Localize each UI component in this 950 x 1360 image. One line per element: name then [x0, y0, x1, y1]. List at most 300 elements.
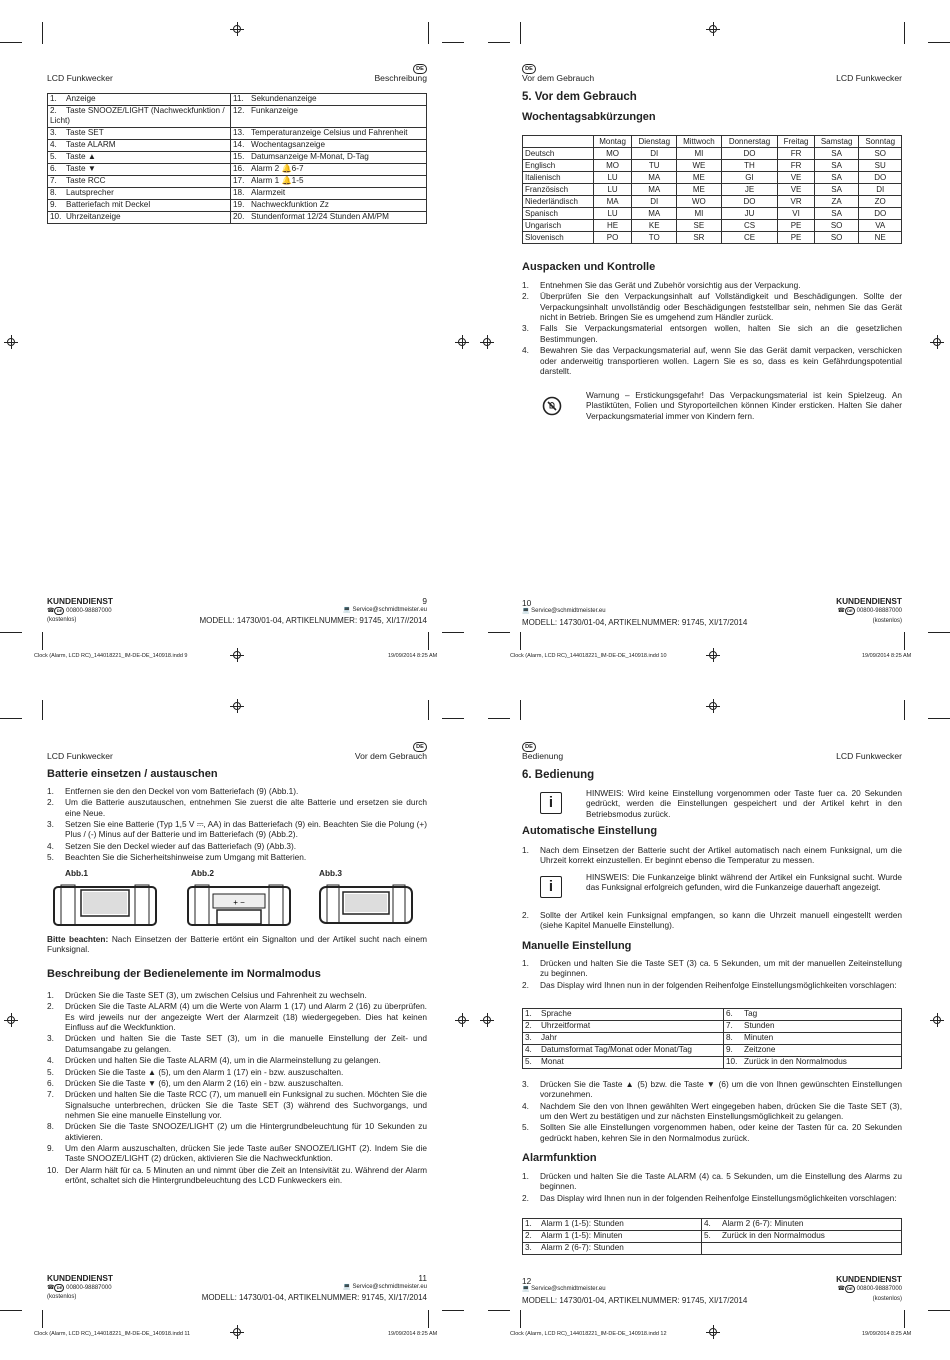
registration-mark	[232, 650, 242, 660]
table-cell: SA	[814, 148, 859, 160]
slug-date: 19/09/2014 8:25 AM	[862, 1331, 912, 1337]
list-number: 7.	[47, 1089, 54, 1100]
table-cell	[702, 1243, 902, 1255]
crop-line	[428, 22, 429, 44]
column-header: Dienstag	[632, 136, 677, 148]
table-cell	[231, 139, 427, 151]
table-cell: SA	[814, 184, 859, 196]
footer-free: (kostenlos)	[872, 618, 902, 624]
table-row	[48, 94, 427, 106]
list-item	[47, 1143, 427, 1164]
item-number: 11.	[233, 94, 244, 103]
figure-label: Abb.2	[191, 868, 215, 878]
list-text: Um die Batterie auszutauschen, entnehmen Sie zuerst die alte Batterie und ersetzen sie durch eine Neue.	[65, 797, 427, 818]
table-row	[523, 1057, 902, 1069]
table-cell	[702, 1231, 902, 1243]
crop-line	[0, 42, 22, 43]
footer-service: KUNDENDIENST	[47, 596, 113, 606]
controls-list	[47, 990, 427, 1186]
list-number: 4.	[47, 1055, 54, 1066]
table-row	[48, 106, 427, 128]
footer-model: MODELL: 14730/01-04, ARTIKELNUMMER: 91745, XI/17//2014	[199, 616, 427, 625]
item-number: 2.	[525, 1021, 532, 1030]
table-cell: GI	[721, 172, 778, 184]
list-text: Drücken und halten Sie die Taste RCC (7), um manuell ein Funksignal zu suchen. Möchten Sie die Signalsuche unterbrechen, drücken Sie die Taste SET (3) während des Suchvorgangs, und nehmen Sie eine manuelle Einstellung vor.	[65, 1089, 427, 1120]
table-cell: MO	[593, 148, 632, 160]
list-item	[522, 291, 902, 322]
list-item	[47, 1067, 427, 1077]
table-row	[523, 184, 902, 196]
list-number: 10.	[47, 1164, 59, 1175]
header-title: LCD Funkwecker	[836, 751, 902, 761]
footer-model: MODELL: 14730/01-04, ARTIKELNUMMER: 91745, XI/17/2014	[522, 618, 748, 627]
table-cell: MA	[632, 184, 677, 196]
table-cell	[523, 1219, 702, 1231]
item-number: 1.	[525, 1219, 532, 1228]
registration-mark	[6, 1015, 16, 1025]
table-cell: DO	[721, 148, 778, 160]
battery-figure-3	[319, 884, 413, 924]
table-cell	[231, 106, 427, 128]
crop-line	[0, 718, 22, 719]
crop-line	[442, 1310, 464, 1311]
crop-line	[42, 1310, 43, 1328]
list-item	[522, 958, 902, 979]
table-cell: LU	[593, 184, 632, 196]
table-cell: SO	[814, 220, 859, 232]
page-number: 9	[422, 596, 427, 606]
item-label: Taste RCC	[66, 175, 106, 185]
crop-line	[904, 1310, 905, 1328]
item-number: 8.	[50, 187, 57, 197]
list-number: 6.	[47, 1077, 54, 1088]
registration-mark	[232, 24, 242, 34]
section-title: Batterie einsetzen / austauschen	[47, 768, 218, 780]
slug-file: Clock (Alarm, LCD RC)_144018221_IM-DE-DE_140918.indd 11	[34, 1331, 191, 1337]
footer-model: MODELL: 14730/01-04, ARTIKELNUMMER: 91745, XI/17/2014	[522, 1296, 748, 1305]
language-badge: DE	[413, 742, 427, 752]
item-number: 4.	[50, 139, 57, 149]
header-section: Bedienung	[522, 751, 564, 761]
item-number: 18.	[233, 187, 245, 197]
registration-mark	[482, 1015, 492, 1025]
computer-icon: 💻	[522, 608, 530, 614]
column-header	[523, 136, 594, 148]
registration-mark	[6, 337, 16, 347]
item-label: Anzeige	[66, 94, 96, 103]
table-cell: ME	[677, 172, 722, 184]
table-cell	[523, 1243, 702, 1255]
table-row	[523, 220, 902, 232]
list-text: Drücken und halten Sie die Taste SET (3), um in die manuelle Einstellung der Zeit- und Datumsangabe zu gelangen.	[65, 1033, 427, 1054]
item-label: Alarm 2 🔔6-7	[251, 163, 304, 173]
item-label: Batteriefach mit Deckel	[66, 199, 151, 209]
table-header-row	[523, 136, 902, 148]
table-row	[523, 1021, 902, 1033]
list-number: 2.	[47, 1001, 54, 1012]
table-cell: MO	[593, 160, 632, 172]
list-item	[47, 841, 427, 851]
item-number: 13.	[233, 127, 245, 137]
table-cell: Französisch	[523, 184, 594, 196]
table-cell: SR	[677, 232, 722, 244]
language-badge: DE	[413, 64, 427, 74]
item-number: 3.	[50, 127, 57, 137]
list-text: Drücken Sie die Taste ▼ (6), um den Alarm 2 (16) ein - bzw. auszuschalten.	[65, 1077, 344, 1088]
item-number: 7.	[50, 175, 57, 185]
list-item	[522, 1122, 902, 1143]
header-section: Beschreibung	[374, 73, 427, 83]
table-cell: WE	[677, 160, 722, 172]
table-cell	[48, 163, 231, 175]
item-number: 9.	[50, 199, 57, 209]
table-cell: Niederländisch	[523, 196, 594, 208]
column-header: Mittwoch	[677, 136, 722, 148]
computer-icon: 💻	[522, 1286, 530, 1292]
crop-line	[442, 718, 464, 719]
table-cell: LU	[593, 172, 632, 184]
slug-file: Clock (Alarm, LCD RC)_144018221_IM-DE-DE_140918.indd 10	[510, 653, 667, 659]
crop-line	[520, 632, 521, 650]
table-cell	[724, 1033, 902, 1045]
language-badge: DE	[54, 1284, 64, 1292]
table-cell	[48, 187, 231, 199]
list-number: 2.	[522, 1192, 529, 1203]
table-cell: LU	[593, 208, 632, 220]
crop-line	[904, 700, 905, 720]
list-number: 4.	[522, 345, 529, 356]
table-row	[523, 1045, 902, 1057]
table-cell	[724, 1057, 902, 1069]
registration-mark	[708, 650, 718, 660]
item-number: 12.	[233, 106, 245, 115]
item-label: Sprache	[541, 1009, 572, 1018]
table-cell: Italienisch	[523, 172, 594, 184]
item-label: Alarm 2 (6-7): Stunden	[541, 1243, 624, 1252]
page-number: 11	[418, 1273, 427, 1283]
table-cell: DI	[859, 184, 902, 196]
table-cell: DI	[632, 196, 677, 208]
page-9: DE LCD Funkwecker Beschreibung 1. Anzeige 11. Sekundenanzeige 2. Taste SNOOZE/LIGHT (Nachweckfunktion / Licht) 12. Funkanzeige 3. Taste SET 13. Temperaturanzeige Celsius und Fahrenheit 4. Taste ALARM 14. Wochentagsanzeige 5. Taste ▲ 15. Datumsanzeige M-Monat, D-Tag 6. Taste ▼ 16. Alarm 2 🔔6-7 7. Taste RCC 17. Alarm 1 🔔1-5 8. Lautsprecher 18. Alarmzeit 9. Batteriefach mit Deckel 19. Nachweckfunktion Zz 10. Uhrzeitanzeige 20. Stundenformat 12/24 Stunden AM/PM KUNDENDIENST 9 ☎ DE 00800-98887000 💻 Service@schmidtmeister.eu (kostenlos) MODELL: 14730/01-04, ARTIKELNUMMER: 91745, XI/17//2014	[47, 66, 427, 625]
table-cell: MA	[593, 196, 632, 208]
crop-line	[488, 1310, 510, 1311]
item-number: 4.	[704, 1219, 711, 1228]
table-cell: FR	[778, 160, 815, 172]
item-number: 2.	[525, 1231, 532, 1240]
table-cell	[48, 211, 231, 223]
item-label: Minuten	[744, 1033, 774, 1042]
table-cell	[48, 106, 231, 128]
battery-figure-1	[53, 884, 157, 926]
list-number: 3.	[522, 323, 529, 334]
item-number: 2.	[50, 106, 57, 115]
note-text: Nach Einsetzen der Batterie ertönt ein Signalton und der Artikel sucht nach einem Funksignal.	[47, 934, 427, 955]
crop-line	[428, 632, 429, 650]
crop-line	[0, 1310, 22, 1311]
registration-mark	[232, 1327, 242, 1337]
language-badge: DE	[54, 607, 64, 615]
list-item	[47, 990, 427, 1000]
list-item	[47, 1121, 427, 1142]
table-cell	[48, 151, 231, 163]
table-cell	[48, 175, 231, 187]
table-cell	[231, 127, 427, 139]
crop-line	[42, 22, 43, 44]
footer-email: Service@schmidtmeister.eu	[352, 1284, 427, 1290]
figure-label: Abb.1	[65, 868, 89, 878]
item-number: 10.	[50, 211, 62, 221]
list-number: 4.	[522, 1100, 529, 1111]
list-item	[522, 1171, 902, 1192]
language-badge: DE	[522, 64, 536, 74]
crop-line	[488, 632, 510, 633]
list-item	[522, 323, 902, 344]
table-cell: SA	[814, 172, 859, 184]
table-cell	[48, 139, 231, 151]
crop-line	[520, 700, 521, 720]
item-label: Stunden	[744, 1021, 775, 1030]
language-badge: DE	[845, 1285, 855, 1293]
item-label: Uhrzeitformat	[541, 1021, 591, 1030]
item-label: Temperaturanzeige Celsius und Fahrenheit	[251, 127, 408, 137]
list-text: Überprüfen Sie den Verpackungsinhalt auf Vollständigkeit und Beschädigungen. Sollte der Verpackungsinhalt unvollständig oder Beschädigungen feststellbar sein, nehmen Sie das Gerät nicht in Betrieb. Bringen Sie es umgehend zum Händler zurück.	[540, 291, 902, 323]
table-cell: Englisch	[523, 160, 594, 172]
footer-phone: 00800-98887000	[66, 1285, 112, 1291]
table-cell: SO	[814, 232, 859, 244]
table-cell	[523, 1231, 702, 1243]
table-cell: ME	[677, 184, 722, 196]
table-row	[48, 175, 427, 187]
item-label: Zurück in den Normalmodus	[744, 1057, 847, 1066]
table-cell: MA	[632, 172, 677, 184]
list-text: Drücken und halten Sie die Taste SET (3) ca. 5 Sekunden, um mit der manuellen Zeiteinstellung zu beginnen.	[540, 958, 902, 979]
hint-text: HINSWEIS: Die Funkanzeige blinkt während der Artikel ein Funksignal sucht. Wurde das Funksignal erfolgreich gefunden, wird die Funkanzeige dauerhaft angezeigt.	[586, 872, 902, 893]
battery-steps	[47, 786, 427, 864]
item-number: 7.	[726, 1021, 733, 1030]
table-cell: Slovenisch	[523, 232, 594, 244]
list-item	[522, 1193, 902, 1203]
table-cell: CE	[721, 232, 778, 244]
item-number: 9.	[726, 1045, 733, 1054]
item-label: Nachweckfunktion Zz	[251, 199, 329, 209]
crop-line	[442, 632, 464, 633]
list-item	[47, 1001, 427, 1032]
crop-line	[42, 700, 43, 720]
item-label: Zeitzone	[744, 1045, 776, 1054]
list-number: 3.	[522, 1079, 529, 1089]
registration-mark	[708, 24, 718, 34]
auto-steps-2	[522, 910, 902, 932]
list-number: 1.	[47, 990, 54, 1000]
table-cell	[523, 1045, 724, 1057]
table-cell: PE	[778, 232, 815, 244]
slug-date: 19/09/2014 8:25 AM	[388, 1331, 438, 1337]
list-text: Drücken Sie die Taste ALARM (4) um die Werte von Alarm 1 (17) und Alarm 2 (16) zu überprüfen. Es wird jeweils nur der angezeigte Wert der Alarmzeit (18) wiedergegeben. Dies hat keinen Einfluss auf die Weckfunktion.	[65, 1001, 427, 1033]
warning-text: Warnung – Erstickungsgefahr! Das Verpackungsmaterial ist kein Spielzeug. An Plastiktüten, Folien und Styroporteilchen können Kinder ersticken. Halten Sie daher Verpackungsmaterial immer von Kindern fern.	[586, 390, 902, 421]
item-label: Zurück in den Normalmodus	[722, 1231, 825, 1240]
crop-line	[428, 700, 429, 720]
item-label: Monat	[541, 1057, 564, 1066]
column-header: Samstag	[814, 136, 859, 148]
column-header: Freitag	[778, 136, 815, 148]
footer-model: MODELL: 14730/01-04, ARTIKELNUMMER: 91745, XI/17/2014	[201, 1293, 427, 1302]
table-row	[48, 139, 427, 151]
item-number: 5.	[525, 1057, 532, 1066]
table-cell: DO	[859, 172, 902, 184]
registration-mark	[932, 337, 942, 347]
list-item	[47, 1055, 427, 1065]
list-item	[522, 280, 902, 290]
item-number: 8.	[726, 1033, 733, 1042]
item-number: 10.	[726, 1057, 738, 1066]
list-number: 1.	[522, 958, 529, 968]
list-item	[522, 345, 902, 376]
table-cell: TH	[721, 160, 778, 172]
item-label: Taste SNOOZE/LIGHT (Nachweckfunktion / Licht)	[50, 106, 225, 126]
table-cell: HE	[593, 220, 632, 232]
footer-email: Service@schmidtmeister.eu	[531, 608, 606, 614]
table-cell	[523, 1021, 724, 1033]
manual-settings-table	[522, 1008, 902, 1069]
list-number: 4.	[47, 840, 54, 851]
table-cell: SA	[814, 208, 859, 220]
footer-free: (kostenlos)	[47, 617, 77, 623]
list-number: 5.	[522, 1122, 529, 1133]
table-cell: TU	[632, 160, 677, 172]
crop-line	[928, 718, 950, 719]
footer-phone: 00800-98887000	[856, 608, 902, 614]
list-text: Falls Sie Verpackungsmaterial entsorgen wollen, halten Sie sich an die gesetzlichen Bestimmungen.	[540, 323, 902, 344]
table-cell: VR	[778, 196, 815, 208]
header-section: Vor dem Gebrauch	[522, 73, 595, 83]
table-row	[48, 151, 427, 163]
item-label: Sekundenanzeige	[251, 94, 317, 103]
item-number: 15.	[233, 151, 245, 161]
list-number: 5.	[47, 1066, 54, 1077]
footer-email: Service@schmidtmeister.eu	[352, 607, 427, 613]
table-cell: VI	[778, 208, 815, 220]
column-header: Sonntag	[859, 136, 902, 148]
table-row	[48, 127, 427, 139]
table-cell	[724, 1045, 902, 1057]
item-label: Alarm 1 (1-5): Stunden	[541, 1219, 624, 1228]
table-row	[48, 211, 427, 223]
item-label: Taste ▼	[66, 163, 96, 173]
language-badge: DE	[522, 742, 536, 752]
item-number: 4.	[525, 1045, 532, 1054]
table-cell	[231, 151, 427, 163]
table-row	[48, 199, 427, 211]
subsection-title: Automatische Einstellung	[522, 825, 658, 837]
page-number: 10	[522, 598, 532, 608]
item-number: 5.	[704, 1231, 711, 1240]
item-label: Uhrzeitanzeige	[66, 211, 121, 221]
list-text: Beachten Sie die Sicherheitshinweise zum Umgang mit Batterien.	[65, 852, 307, 863]
subsection-title: Wochentagsabkürzungen	[522, 111, 656, 123]
list-number: 2.	[522, 291, 529, 302]
section-title: 5. Vor dem Gebrauch	[522, 91, 637, 103]
list-text: Bewahren Sie das Verpackungsmaterial auf, wenn Sie das Gerät damit verpacken, verschicken oder anderweitig transportieren wollen. Lagern Sie es so, dass es kein Gefährdungspotential darstellt.	[540, 345, 902, 376]
crop-line	[928, 42, 950, 43]
list-text: Der Alarm hält für ca. 5 Minuten an und nimmt über die Zeit an Intensivität zu. Während der Alarm ertönt, schaltet sich die Hintergrundbeleuchtung des LCD Funkweckers ein.	[65, 1164, 427, 1186]
table-cell	[48, 94, 231, 106]
list-text: Drücken und halten Sie die Taste ALARM (4) ca. 5 Sekunden, um die Einstellung des Alarms zu beginnen.	[540, 1171, 902, 1192]
table-cell: TO	[632, 232, 677, 244]
table-cell	[724, 1009, 902, 1021]
slug-file: Clock (Alarm, LCD RC)_144018221_IM-DE-DE_140918.indd 12	[510, 1331, 667, 1337]
manual-steps	[522, 958, 902, 991]
table-cell	[231, 94, 427, 106]
item-label: Alarm 2 (6-7): Minuten	[722, 1219, 804, 1228]
table-row	[523, 1219, 902, 1231]
footer-email: Service@schmidtmeister.eu	[531, 1286, 606, 1292]
table-cell: MI	[677, 148, 722, 160]
page-number: 12	[522, 1276, 532, 1286]
table-cell	[231, 211, 427, 223]
footer-free: (kostenlos)	[872, 1296, 902, 1302]
list-number: 1.	[522, 280, 529, 290]
table-cell: MI	[677, 208, 722, 220]
section-title: Beschreibung der Bedienelemente im Normalmodus	[47, 968, 321, 980]
table-cell	[231, 163, 427, 175]
table-row	[523, 232, 902, 244]
footer-service: KUNDENDIENST	[836, 1274, 902, 1284]
table-row	[523, 148, 902, 160]
crop-line	[488, 718, 510, 719]
list-item: 1. Nach dem Einsetzen der Batterie sucht der Artikel automatisch nach einem Funksignal, um die Uhrzeit korrekt einzustellen. Er beginnt ebenso die Temperatur zu messen.	[522, 845, 902, 866]
slug-date: 19/09/2014 8:25 AM	[862, 653, 912, 659]
section-title: 6. Bedienung	[522, 769, 595, 781]
item-label: Alarm 1 🔔1-5	[251, 175, 304, 185]
battery-figure-2	[187, 884, 291, 926]
item-label: Stundenformat 12/24 Stunden AM/PM	[251, 211, 389, 221]
page-10: DE Vor dem Gebrauch LCD Funkwecker 5. Vor dem Gebrauch Wochentagsabkürzungen Montag Dienstag Mittwoch Donnerstag Freitag Samstag Sonntag Deutsch MO DI MI DO FR SA SO Englisch MO TU WE TH FR SA SU Italienisch LU MA ME GI VE SA DO Französisch LU MA ME JE VE SA DI Niederländisch MA DI WO DO VR ZA ZO Spanisch LU MA MI JU VI SA DO Ungarisch HE KE SE CS PE SO VA Slovenisch PO TO SR CE PE SO NE Auspacken und Kontrolle 1. Entnehmen Sie das Gerät und Zubehör vorsichtig aus der Verpackung. 2. Überprüfen Sie den Verpackungsinhalt auf Vollständigkeit und Beschädigungen. Sollte der Verpackungsinhalt unvollständig oder Beschädigungen feststellbar sein, nehmen Sie das Gerät nicht in Betrieb. Bringen Sie es umgehend zum Händler zurück. 3. Falls Sie Verpackungsmaterial entsorgen wollen, halten Sie sich an die gesetzlichen Bestimmungen. 4. Bewahren Sie das Verpackungsmaterial auf, wenn Sie das Gerät damit verpacken, verschicken oder anderweitig transportieren wollen. Lagern Sie es so, dass es kein Gefährdungspotential darstellt. Warnung – Erstickungsgefahr! Das Verpackungsmaterial ist kein Spielzeug. An Plastiktüten, Folien und Styroporteilchen können Kinder ersticken. Halten Sie daher Verpackungsmaterial immer von Kindern fern. 10 KUNDENDIENST 💻 Service@schmidtmeister.eu ☎ DE 00800-98887000 MODELL: 14730/01-04, ARTIKELNUMMER: 91745, XI/17/2014 (kostenlos)	[522, 66, 902, 627]
table-cell	[702, 1219, 902, 1231]
item-label: Tag	[744, 1009, 758, 1018]
footer-phone: 00800-98887000	[856, 1286, 902, 1292]
info-icon: i	[540, 792, 562, 814]
list-item	[522, 1101, 902, 1122]
manual-steps-2	[522, 1079, 902, 1144]
table-row	[48, 163, 427, 175]
list-item	[47, 797, 427, 818]
table-cell	[523, 1057, 724, 1069]
list-number: 1.	[47, 786, 54, 796]
registration-mark	[232, 701, 242, 711]
column-header: Montag	[593, 136, 632, 148]
item-label: Taste SET	[66, 127, 104, 137]
weekday-table	[522, 135, 902, 244]
table-cell	[48, 199, 231, 211]
table-cell: JU	[721, 208, 778, 220]
list-item	[47, 786, 427, 796]
table-cell: CS	[721, 220, 778, 232]
list-text: Entnehmen Sie das Gerät und Zubehör vorsichtig aus der Verpackung.	[540, 280, 801, 290]
column-header: Donnerstag	[721, 136, 778, 148]
page-11: DE LCD Funkwecker Vor dem Gebrauch Batterie einsetzen / austauschen 1. Entfernen sie den den Deckel von vom Batteriefach (9) (Abb.1). 2. Um die Batterie auszutauschen, entnehmen Sie zuerst die alte Batterie und ersetzen sie durch eine Neue. 3. Setzen Sie eine Batterie (Typ 1,5 V ⎓, AA) in das Batteriefach (9) ein. Beachten Sie die Polung (+) Plus / (-) Minus auf der Batterie und im Batteriefach (9) (Abb.2). 4. Setzen Sie den Deckel wieder auf das Batteriefach (9) (Abb.3). 5. Beachten Sie die Sicherheitshinweise zum Umgang mit Batterien. Abb.1 Abb.2 Abb.3 + − Bitte beachten: Nach Einsetzen der Batterie ertönt ein Signalton und der Artikel sucht nach einem Funksignal. Beschreibung der Bedienelemente im Normalmodus 1. Drücken Sie die Taste SET (3), um zwischen Celsius und Fahrenheit zu wechseln. 2. Drücken Sie die Taste ALARM (4) um die Werte von Alarm 1 (17) und Alarm 2 (16) zu überprüfen. Es wird jeweils nur der angezeigte Wert der Alarmzeit (18) wiedergegeben. Dies hat keinen Einfluss auf die Weckfunktion. 3. Drücken und halten Sie die Taste SET (3), um in die manuelle Einstellung der Zeit- und Datumsangabe zu gelangen. 4. Drücken und halten Sie die Taste ALARM (4), um in die Alarmeinstellung zu gelangen. 5. Drücken Sie die Taste ▲ (5), um den Alarm 1 (17) ein - bzw. auszuschalten. 6. Drücken Sie die Taste ▼ (6), um den Alarm 2 (16) ein - bzw. auszuschalten. 7. Drücken und halten Sie die Taste RCC (7), um manuell ein Funksignal zu suchen. Möchten Sie die Signalsuche unterbrechen, drücken Sie die Taste SET (3) während des Suchvorgangs, und nehmen Sie eine manuelle Einstellung vor. 8. Drücken Sie die Taste SNOOZE/LIGHT (2) um die Hintergrundbeleuchtung für 10 Sekunden zu aktivieren. 9. Um den Alarm auszuschalten, drücken Sie jede Taste außer SNOOZE/LIGHT (2). Indem Sie die Taste SNOOZE/LIGHT (2) drücken, aktivieren Sie die Nachweckfunktion. 10. Der Alarm hält für ca. 5 Minuten an und nimmt über die Zeit an Intensivität zu. Während der Alarm ertönt, schaltet sich die Hintergrundbeleuchtung des LCD Funkweckers ein. KUNDENDIENST 11 ☎ DE 00800-98887000 💻 Service@schmidtmeister.eu (kostenlos) MODELL: 14730/01-04, ARTIKELNUMMER: 91745, XI/17/2014	[47, 744, 427, 1302]
registration-mark	[457, 1015, 467, 1025]
registration-mark	[708, 1327, 718, 1337]
header-section: Vor dem Gebrauch	[354, 751, 427, 761]
table-cell	[523, 1009, 724, 1021]
footer-service: KUNDENDIENST	[836, 596, 902, 606]
figure-label: Abb.3	[319, 868, 343, 878]
subsection-title: Alarmfunktion	[522, 1152, 597, 1164]
hint-text: HINWEIS: Wird keine Einstellung vorgenommen oder Taste fuer ca. 20 Sekunden gedrückt, werden die Einstellungen gespeichert und der Artikel kehrt in den Betriebsmodus zurück.	[586, 788, 902, 819]
table-cell: FR	[778, 148, 815, 160]
table-cell: SE	[677, 220, 722, 232]
list-text: Drücken Sie die Taste SNOOZE/LIGHT (2) um die Hintergrundbeleuchtung für 10 Sekunden zu aktivieren.	[65, 1121, 427, 1142]
